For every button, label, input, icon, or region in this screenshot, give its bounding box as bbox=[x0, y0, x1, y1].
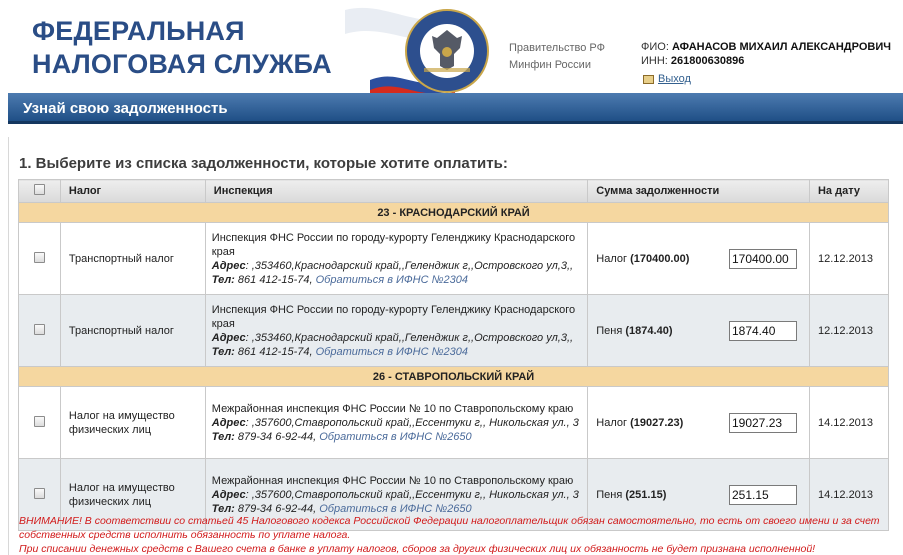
logout-label: Выход bbox=[658, 73, 691, 85]
phone-label: Тел: bbox=[211, 430, 235, 443]
inspection-cell bbox=[205, 223, 587, 295]
phone-value: 879-34 6-92-44, bbox=[237, 502, 317, 515]
row-checkbox[interactable] bbox=[34, 252, 45, 263]
inspection-cell bbox=[205, 387, 587, 459]
address-label: Адрес bbox=[211, 259, 246, 272]
row-checkbox[interactable] bbox=[34, 324, 45, 335]
tax-name: Налог на имущество физических лиц bbox=[60, 387, 205, 459]
fio-value: АФАНАСОВ МИХАИЛ АЛЕКСАНДРОВИЧ bbox=[671, 41, 891, 53]
phone-value: 879-34 6-92-44, bbox=[237, 430, 317, 443]
debts-table bbox=[18, 179, 889, 531]
contact-ifns-link[interactable]: Обратиться в ИФНС №2304 bbox=[315, 345, 468, 358]
address-label: Адрес bbox=[211, 331, 246, 344]
date-cell: 14.12.2013 bbox=[809, 459, 888, 531]
sum-value: (1874.40) bbox=[625, 324, 673, 337]
sum-cell bbox=[588, 295, 810, 367]
tax-name: Налог на имущество физических лиц bbox=[60, 459, 205, 531]
payment-amount-input[interactable] bbox=[729, 321, 797, 341]
page-title-bar bbox=[8, 93, 903, 124]
region-label: 23 - КРАСНОДАРСКИЙ КРАЙ bbox=[19, 203, 889, 223]
date-cell: 14.12.2013 bbox=[809, 387, 888, 459]
page-title: Узнай свою задолженность bbox=[23, 100, 228, 117]
sum-cell bbox=[588, 223, 810, 295]
step-title: 1. Выберите из списка задолженности, которые хотите оплатить: bbox=[19, 155, 508, 172]
sum-type: Налог bbox=[596, 252, 627, 265]
fio-label: ФИО: bbox=[641, 41, 669, 53]
inn-value: 261800630896 bbox=[670, 55, 745, 67]
phone-label: Тел: bbox=[211, 273, 235, 286]
inspection-cell bbox=[205, 295, 587, 367]
address-label: Адрес bbox=[211, 416, 246, 429]
column-header-date: На дату bbox=[809, 180, 888, 203]
row-checkbox-cell bbox=[19, 223, 61, 295]
tax-name: Транспортный налог bbox=[60, 295, 205, 367]
address-value: : ,353460,Краснодарский край,,Геленджик г,,Островского ул,3,, bbox=[245, 331, 574, 344]
address-value: : ,357600,Ставропольский край,,Ессентуки г,, Никольская ул., 3 bbox=[245, 488, 579, 501]
row-checkbox-cell bbox=[19, 295, 61, 367]
sum-type: Пеня bbox=[596, 488, 623, 501]
select-all-checkbox[interactable] bbox=[34, 184, 45, 195]
row-checkbox-cell bbox=[19, 387, 61, 459]
logo-line-2: НАЛОГОВАЯ СЛУЖБА bbox=[32, 49, 332, 79]
phone-label: Тел: bbox=[211, 502, 235, 515]
gov-links bbox=[509, 40, 605, 74]
payment-amount-input[interactable] bbox=[729, 413, 797, 433]
sum-value: (251.15) bbox=[625, 488, 667, 501]
logout-icon bbox=[643, 75, 654, 84]
region-row bbox=[19, 367, 889, 387]
site-logo-text[interactable] bbox=[32, 15, 332, 81]
gov-link-government[interactable]: Правительство РФ bbox=[509, 42, 605, 54]
phone-value: 861 412-15-74, bbox=[237, 345, 313, 358]
inspection-name: Инспекция ФНС России по городу-курорту Геленджику Краснодарского края bbox=[211, 231, 576, 258]
payment-amount-input[interactable] bbox=[729, 249, 797, 269]
inspection-name: Инспекция ФНС России по городу-курорту Геленджику Краснодарского края bbox=[211, 303, 576, 330]
fns-emblem-icon bbox=[404, 8, 490, 94]
column-header-sum: Сумма задолженности bbox=[588, 180, 810, 203]
sum-type: Налог bbox=[596, 416, 627, 429]
phone-label: Тел: bbox=[211, 345, 235, 358]
site-header bbox=[0, 0, 903, 90]
inspection-name: Межрайонная инспекция ФНС России № 10 по Ставропольскому краю bbox=[211, 474, 574, 487]
date-cell: 12.12.2013 bbox=[809, 223, 888, 295]
column-header-tax: Налог bbox=[60, 180, 205, 203]
inspection-name: Межрайонная инспекция ФНС России № 10 по Ставропольскому краю bbox=[211, 402, 574, 415]
legal-warning bbox=[19, 514, 894, 555]
contact-ifns-link[interactable]: Обратиться в ИФНС №2304 bbox=[315, 273, 468, 286]
address-value: : ,353460,Краснодарский край,,Геленджик г,,Островского ул,3,, bbox=[245, 259, 574, 272]
logo-line-1: ФЕДЕРАЛЬНАЯ bbox=[32, 16, 245, 46]
date-cell: 12.12.2013 bbox=[809, 295, 888, 367]
table-row bbox=[19, 295, 889, 367]
table-row bbox=[19, 387, 889, 459]
region-label: 26 - СТАВРОПОЛЬСКИЙ КРАЙ bbox=[19, 367, 889, 387]
table-row bbox=[19, 223, 889, 295]
tax-name: Транспортный налог bbox=[60, 223, 205, 295]
gov-link-minfin[interactable]: Минфин России bbox=[509, 59, 591, 71]
contact-ifns-link[interactable]: Обратиться в ИФНС №2650 bbox=[319, 430, 472, 443]
region-row bbox=[19, 203, 889, 223]
row-checkbox[interactable] bbox=[34, 416, 45, 427]
warning-line-1: ВНИМАНИЕ! В соответствии со статьей 45 Налогового кодекса Российской Федерации налогоплательщик обязан самостоятельно, то есть от своего имени и за счет собственных средств исполнить обязанность по уплате налога. bbox=[19, 515, 880, 541]
sum-cell bbox=[588, 387, 810, 459]
sum-value: (19027.23) bbox=[630, 416, 684, 429]
address-label: Адрес bbox=[211, 488, 246, 501]
table-header-row bbox=[19, 180, 889, 203]
inn-label: ИНН: bbox=[641, 55, 668, 67]
user-info bbox=[641, 40, 891, 68]
select-all-cell bbox=[19, 180, 61, 203]
phone-value: 861 412-15-74, bbox=[237, 273, 313, 286]
column-header-inspection: Инспекция bbox=[205, 180, 587, 203]
sum-value: (170400.00) bbox=[630, 252, 690, 265]
address-value: : ,357600,Ставропольский край,,Ессентуки г,, Никольская ул., 3 bbox=[245, 416, 579, 429]
logout-link[interactable] bbox=[643, 73, 691, 85]
sum-type: Пеня bbox=[596, 324, 623, 337]
payment-amount-input[interactable] bbox=[729, 485, 797, 505]
warning-line-2: При списании денежных средств с Вашего счета в банке в уплату налогов, сборов за других физических лиц их обязанность не будет признана исполненной! bbox=[19, 543, 816, 555]
contact-ifns-link[interactable]: Обратиться в ИФНС №2650 bbox=[319, 502, 472, 515]
row-checkbox[interactable] bbox=[34, 488, 45, 499]
